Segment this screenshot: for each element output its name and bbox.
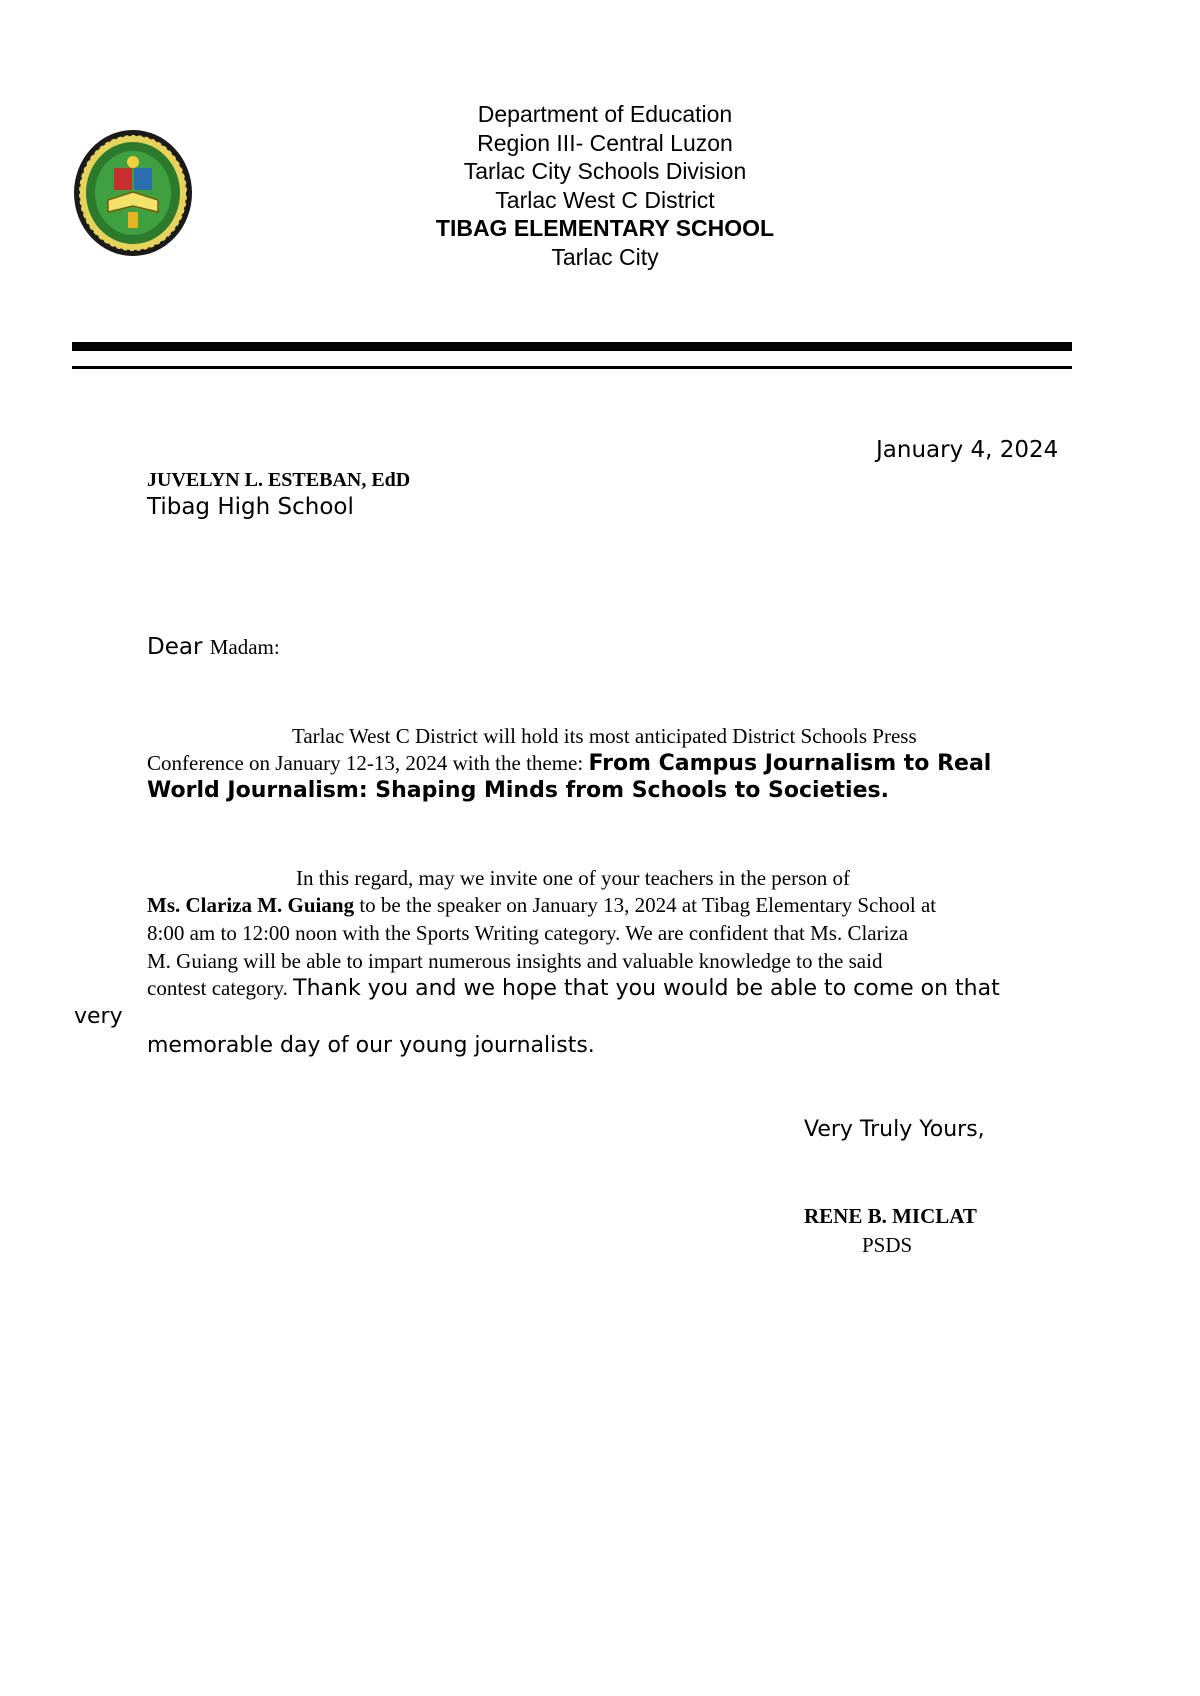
paragraph1-line1: Tarlac West C District will hold its most anticipated District Schools Press (292, 724, 917, 748)
region-name: Region III- Central Luzon (477, 129, 733, 156)
recipient-name: JUVELYN L. ESTEBAN, EdD (147, 469, 411, 491)
paragraph2-line2-rest: to be the speaker on January 13, 2024 at Tibag Elementary School at (359, 893, 937, 917)
paragraph2-line6: memorable day of our young journalists. (147, 1033, 595, 1058)
school-name: TIBAG ELEMENTARY SCHOOL (435, 215, 775, 241)
paragraph2-line1: In this regard, may we invite one of your teachers in the person of (296, 866, 850, 890)
division-name: Tarlac City Schools Division (463, 158, 747, 184)
letter-date: January 4, 2024 (876, 437, 1059, 463)
recipient-school: Tibag High School (147, 494, 354, 520)
closing-word-very: very (74, 1004, 123, 1029)
paragraph2-line5-lead: contest category. (147, 976, 288, 1000)
header-rule-thick (72, 342, 1072, 351)
speaker-name: Ms. Clariza M. Guiang (147, 893, 355, 917)
paragraph1-line2 (147, 751, 991, 776)
salutation-madam: Madam: (209, 635, 280, 659)
salutation-dear: Dear (147, 634, 203, 660)
paragraph2-line3: 8:00 am to 12:00 noon with the Sports Writing category. We are confident that Ms. Clariza (147, 921, 909, 945)
closing-sentence: Thank you and we hope that you would be able to come on that (293, 976, 1000, 1001)
complimentary-close: Very Truly Yours, (804, 1117, 985, 1142)
paragraph2-line5 (147, 976, 1000, 1001)
paragraph2-line4: M. Guiang will be able to impart numerous insights and valuable knowledge to the said (147, 949, 883, 973)
signatory-title: PSDS (862, 1233, 913, 1257)
header-rule-thin (72, 366, 1072, 369)
salutation (147, 634, 280, 660)
city-name: Tarlac City (551, 243, 659, 270)
department-name: Department of Education (477, 101, 733, 127)
signatory-name: RENE B. MICLAT (804, 1204, 977, 1228)
paragraph2-line2 (147, 893, 936, 918)
paragraph1-lead: Conference on January 12-13, 2024 with the theme: (147, 751, 584, 775)
theme-text-part1: From Campus Journalism to Real (588, 751, 992, 776)
school-seal-logo (72, 128, 194, 258)
letterhead (300, 100, 910, 271)
district-name: Tarlac West C District (495, 186, 715, 213)
theme-text-part2: World Journalism: Shaping Minds from Schools to Societies. (147, 778, 889, 803)
